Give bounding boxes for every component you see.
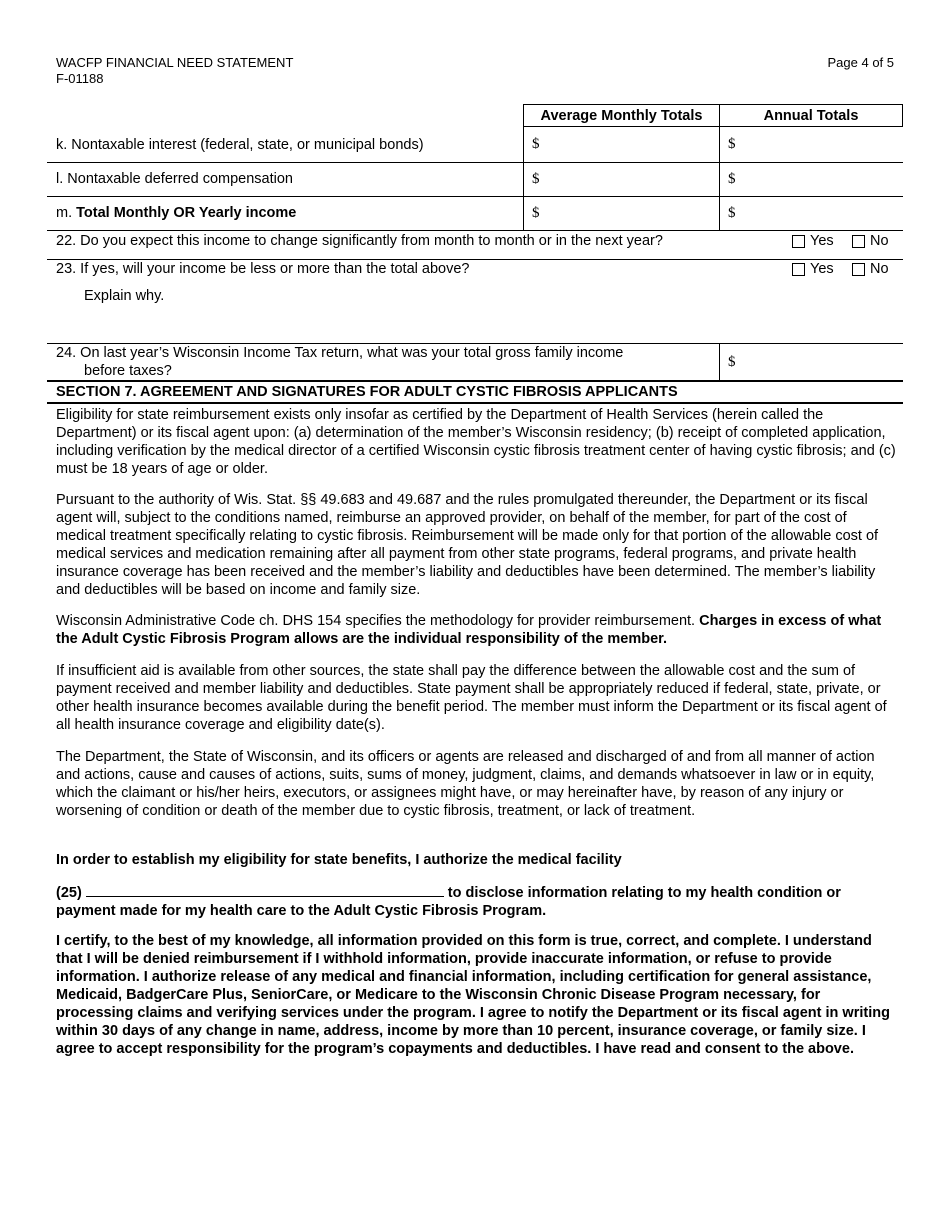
medical-facility-field[interactable] <box>86 882 444 897</box>
question-23-explain-label: Explain why. <box>84 288 165 304</box>
form-number: F-01188 <box>56 71 104 86</box>
table-row <box>47 127 903 163</box>
currency-symbol: $ <box>728 170 736 187</box>
currency-symbol: $ <box>728 136 736 152</box>
row-label-nontaxable-interest: k. Nontaxable interest (federal, state, or municipal bonds) <box>56 136 424 153</box>
form-header <box>56 55 293 87</box>
q23-no-option[interactable]: No <box>852 261 889 277</box>
authorization-intro: In order to establish my eligibility for state benefits, I authorize the medical facility <box>56 852 622 868</box>
currency-symbol: $ <box>532 136 540 152</box>
deferred-compensation-monthly-field[interactable] <box>523 162 719 196</box>
question-23 <box>47 261 903 343</box>
currency-symbol: $ <box>532 204 540 221</box>
certification-paragraph: I certify, to the best of my knowledge, all information provided on this form is true, correct, and complete. I understand that I will be denied reimbursement if I withhold information, provide inaccurate information, or refuse to provide information. I authorize release of any medical and financial information, including certification for general assistance, Medicaid, BadgerCare Plus, SeniorCare, or Medicare to the Wisconsin Chronic Disease Program necessary, for processing claims and verifying services under the program. I agree to notify the Department or its fiscal agent in writing within 30 days of any change in name, address, income by more than 10 percent, insurance coverage, or family size. I agree to accept responsibility for the program’s copayments and deductibles. I have read and consent to the above. <box>56 933 890 1057</box>
table-row <box>47 162 903 197</box>
currency-symbol: $ <box>532 170 540 187</box>
eligibility-paragraph: Eligibility for state reimbursement exists only insofar as certified by the Department of Health Services (herein called the Department) or its fiscal agent upon: (a) determination of the member’s Wisconsin residency; (b) receipt of completed application, including verification by the medical director of a certified Wisconsin cystic fibrosis treatment center of having cystic fibrosis; and (c) must be 18 years of age or older. <box>56 407 896 477</box>
nontaxable-interest-monthly-field[interactable] <box>523 127 719 162</box>
total-income-annual-field[interactable] <box>719 196 903 230</box>
q23-no-checkbox[interactable] <box>852 263 865 276</box>
table-row <box>47 196 903 231</box>
divider <box>47 259 903 260</box>
question-24-text: 24. On last year’s Wisconsin Income Tax return, what was your total gross family income before taxes? <box>56 345 624 379</box>
question-22-text: 22. Do you expect this income to change significantly from month to month or in the next year? <box>56 233 663 249</box>
row-label-total-income: m. Total Monthly OR Yearly income <box>56 205 297 221</box>
row-label-deferred-compensation: l. Nontaxable deferred compensation <box>56 171 293 187</box>
question-24 <box>47 344 903 380</box>
nontaxable-interest-annual-field[interactable] <box>719 127 903 162</box>
currency-symbol: $ <box>728 353 736 370</box>
q23-yes-option[interactable]: Yes <box>792 261 834 277</box>
q22-no-checkbox[interactable] <box>852 235 865 248</box>
question-22 <box>47 233 903 259</box>
question-23-explain-field[interactable] <box>84 307 884 339</box>
authority-paragraph: Pursuant to the authority of Wis. Stat. §§ 49.683 and 49.687 and the rules promulgated thereunder, the Department or its fiscal agent will, subject to the conditions named, reimburse an approved provider, on behalf of the member, for part of the cost of medical treatment specifically relating to cystic fibrosis. Reimbursement will be made only for that portion of the allowable cost of medical services and medication remaining after all payment from other state programs, federal programs, and private health insurance coverage has been received and the member’s liability and deductibles have been determined. The member’s liability and deductibles will be based on income and family size. <box>56 492 879 598</box>
column-header-annual: Annual Totals <box>719 104 903 127</box>
q23-yes-checkbox[interactable] <box>792 263 805 276</box>
section-7-title: SECTION 7. AGREEMENT AND SIGNATURES FOR ADULT CYSTIC FIBROSIS APPLICANTS <box>47 380 903 404</box>
form-title: WACFP FINANCIAL NEED STATEMENT <box>56 55 294 70</box>
medical-facility-authorization: (25) to disclose information relating to my health condition or payment made for my health care to the Adult Cystic Fibrosis Program. <box>56 882 896 920</box>
release-paragraph: The Department, the State of Wisconsin, and its officers or agents are released and discharged of and from all manner of action and actions, cause and causes of actions, suits, sums of money, judgment, claims, and demands whatsoever in law or in equity, which the claimant or his/her heirs, executors, or assignees might have, or may hereinafter have, by reason of any injury or worsening of condition or death of the member due to cystic fibrosis, treatment, or lack of treatment. <box>56 749 875 819</box>
q22-yes-checkbox[interactable] <box>792 235 805 248</box>
gross-family-income-field[interactable] <box>719 344 903 380</box>
currency-symbol: $ <box>728 204 736 221</box>
column-header-average-monthly: Average Monthly Totals <box>523 104 719 127</box>
total-income-monthly-field[interactable] <box>523 196 719 230</box>
q22-no-option[interactable]: No <box>852 233 889 249</box>
deferred-compensation-annual-field[interactable] <box>719 162 903 196</box>
administrative-code-paragraph: Wisconsin Administrative Code ch. DHS 154 specifies the methodology for provider reimbursement. Charges in excess of what the Adult Cystic Fibrosis Program allows are the individual responsibility of the member. <box>56 613 882 647</box>
page-number: Page 4 of 5 <box>827 55 894 70</box>
q22-yes-option[interactable]: Yes <box>792 233 834 249</box>
question-23-text: 23. If yes, will your income be less or more than the total above? <box>56 261 470 277</box>
insufficient-aid-paragraph: If insufficient aid is available from other sources, the state shall pay the difference between the allowable cost and the sum of payment received and member liability and deductibles. State payment shall be appropriately reduced if federal, state, private, or other health insurance becomes available during the benefit period. The member must inform the Department or its fiscal agent of all health insurance coverage and eligibility date(s). <box>56 663 887 733</box>
